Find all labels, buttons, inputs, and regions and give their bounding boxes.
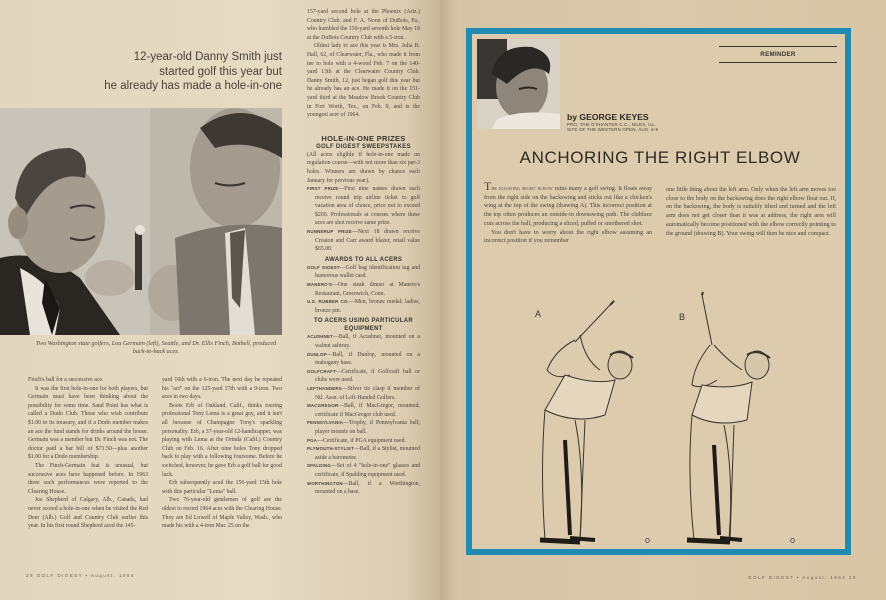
equipment-item: PGA—Certificate, if PGA equipment used. <box>307 437 406 444</box>
paragraph: The Finch-Germain feat is unusual, but successive aces have happened before. In 1963 three such performances were reported to the Clearing House. <box>28 462 148 495</box>
prize-item: FIRST PRIZE—First nine names drawn each receive round trip airline ticket to golf vacation area of choice, price not to exceed $200. Professionals at courses where these aces are shot receive same prize. <box>307 186 420 227</box>
equipment-item: PLYMOUTH-STYLIST—Ball, if a Stylist, mounted aside a barometer. <box>307 446 420 461</box>
drawing-label-b: B <box>679 312 686 322</box>
golfers-photo <box>0 108 282 335</box>
article-column-3 <box>307 8 420 497</box>
prizes-intro: (All acers eligible if hole-in-one made on regulation course—with not more than six par-3 holes. Winners are drawn by chance each January for previous year). <box>307 151 420 184</box>
article-title: ANCHORING THE RIGHT ELBOW <box>519 148 801 167</box>
article-headline <box>100 50 282 94</box>
golfers-photo-illustration <box>0 108 282 335</box>
photo-caption: Two Washington state golfers, Lou Germain (left), Seattle, and Dr. Ellis Finch, Bothell, produced back-to-back aces. <box>35 340 277 355</box>
page-folio-left: 28 GOLF DIGEST • August, 1964 <box>26 573 135 578</box>
golfer-drawing-b <box>672 290 792 550</box>
equipment-title: TO ACERS USING PARTICULAR EQUIPMENT <box>313 318 414 333</box>
prizes-title: HOLE-IN-ONE PRIZES <box>321 133 406 143</box>
golf-ball-a <box>645 538 650 543</box>
article-column-2 <box>162 376 282 531</box>
equipment-item: ACUSHNET—Ball, if Acushnet, mounted on a walnut ashtray. <box>307 334 420 349</box>
tip-column-2 <box>666 186 836 238</box>
golfer-drawing-a <box>525 290 645 550</box>
equipment-item: MACGREGOR—Ball, if MacGregor, mounted; certificate if MacGregor club used. <box>307 403 420 418</box>
paragraph: Two 76-year-old gentlemen of golf are the oldest to record 1964 aces with the Clearing House. They are Ed Lowell of Maple Valley, Wash., who made his with a 4-iron Mar. 25 on the <box>162 497 282 530</box>
award-item: MANERO'S—One steak dinner at Manero's Restaurant, Greenwich, Conn. <box>307 282 420 297</box>
equipment-item: WORTHINGTON—Ball, if a Worthington, mounted on a base. <box>307 480 420 496</box>
awards-title: AWARDS TO ALL ACERS <box>324 256 403 263</box>
golf-ball-b <box>790 538 795 543</box>
equipment-item: SPALDING—Set of 4 "hole-in-one" glasses and certificate, if Spalding equipment used. <box>307 463 420 478</box>
paragraph: The floating right elbow ruins many a golf swing. It floats away from the right side on the backswing and sticks out like a chicken's wing at the top of the swing (drawing A). This incorrect position at the top often produces an outside-in downswing path. The clubface cuts across the ball, producing a sliced, pulled or smothered shot. <box>484 179 653 227</box>
headline-line-2: started golf this year but <box>159 65 282 78</box>
equipment-item: GOLFCRAFT—Certificate, if Golfcraft ball or clubs were used. <box>307 368 420 384</box>
byline-affiliation: PRO, TAM O'SHANTER C.C., NILES, ILL. SITE OF THE WESTERN OPEN, AUG. 6-9 <box>567 122 659 132</box>
award-item: U.S. RUBBER CO.—Men, bronze medal; ladies, bronze pin. <box>307 299 420 314</box>
reminder-label: REMINDER <box>719 46 837 63</box>
paragraph: Erb subsequently aced the 156-yard 15th hole with this particular "Lema" ball. <box>162 480 282 495</box>
headline-line-1: 12-year-old Danny Smith just <box>133 51 282 63</box>
article-column-1 <box>28 376 148 531</box>
equipment-item: DUNLOP—Ball, if Dunlop, mounted on a mahogany base. <box>307 351 420 367</box>
author-photo <box>477 39 560 129</box>
paragraph: 157-yard second hole at the Phoenix (Ariz.) Country Club, and F. A. Noon of DuBois, Pa., who humbled the 150-yard seventh hole May 18 at the DuBois Country Club with a 5-iron. <box>307 9 420 41</box>
paragraph: yard 16th with a 6-iron. The next day he repeated his "act" on the 125-yard 17th with a 9-iron. Two aces in two days. <box>162 377 282 401</box>
headline-line-3: he already has made a hole-in-one <box>104 80 282 92</box>
drawing-label-a: A <box>535 309 542 319</box>
paragraph: You don't have to worry about the right elbow assuming an incorrect position if you remember <box>484 229 652 245</box>
paragraph: Oldest lady to ace this year is Mrs. Julia B. Hall, 62, of Clearwater, Fla., who made it from tee to hole with a 4-wood Feb. 7 on the 140-yard 13th at the Clearwater Country Club. Danny Smith, 12, just began golf this year but he already has an ace. He made it on the 151-yard third at the Meadow Brook Country Club in Fort Worth, Tex., on Feb. 9, and is the youngest acer of 1964. <box>307 43 420 119</box>
byline: by GEORGE KEYES <box>567 112 649 122</box>
prize-item: RUNNERUP PRIZE—Next 18 drawn receive Croston and Carr award blazer, retail value $65.00. <box>307 229 420 253</box>
paragraph: Finch's ball for a successive ace. <box>28 377 104 383</box>
equipment-item: PENNSYLVANIA—Trophy, if Pennsylvania ball; player mounts on ball. <box>307 420 420 435</box>
paragraph: Boots Erb of Oakland, Calif., thinks touring professional Tony Lema is a great guy, and it isn't all because of Champagne Tony's sparkling personality. Erb, a 37-year-old 12-handicapper, was playing with Lema at the Orinda (Calif.) Country Club on Feb. 16. After nine holes Tony dropped back to play with a following foursome. Before he switched, however, he gave Erb a golf ball for good luck. <box>162 402 283 478</box>
drop-cap: T <box>484 179 492 193</box>
paragraph: Joe Shepherd of Calgary, Alb., Canada, had never scored a hole-in-one when he visited the Red Deer (Alb.) Golf and Country Club earlier this year. In his first round Shepherd aced the 145- <box>28 497 148 530</box>
paragraph: one little thing about the left arm. Only when the left arm moves too close to the body on the backswing does the right elbow float out. If, on the backswing, the body is suitably tilted and turned and the left arm does not get closer than it was at address, the right arm will automatically become positioned with the elbow correctly pointing to the ground (drawing B). Your swing will then be nice and compact. <box>666 187 836 237</box>
paragraph: It was the first hole-in-one for both players, but Germain must have been thinking about the possibility for some time. Sand Point has what is called a Dodo Club. Those who wish contribute $1.00 to its treasury, and if a Dodo member makes an ace the fund stands for drinks around the house. Germain was a member but Dr. Finch was not. The doctor paid a bar bill of $71.50—plus another $1.00 for a Dodo membership. <box>28 385 148 461</box>
award-item: GOLF DIGEST—Golf bag identification tag and humorous wallet card. <box>307 264 420 280</box>
page-folio-right: GOLF DIGEST • August, 1964 29 <box>748 575 857 580</box>
author-portrait-illustration <box>477 39 560 129</box>
tip-column-1 <box>484 179 653 246</box>
equipment-item: LEFTHANDERS—Silver tie clasp if member of Ntl. Assn. of Left-Handed Golfers. <box>307 385 420 401</box>
prizes-subtitle: GOLF DIGEST SWEEPSTAKES <box>316 143 411 150</box>
